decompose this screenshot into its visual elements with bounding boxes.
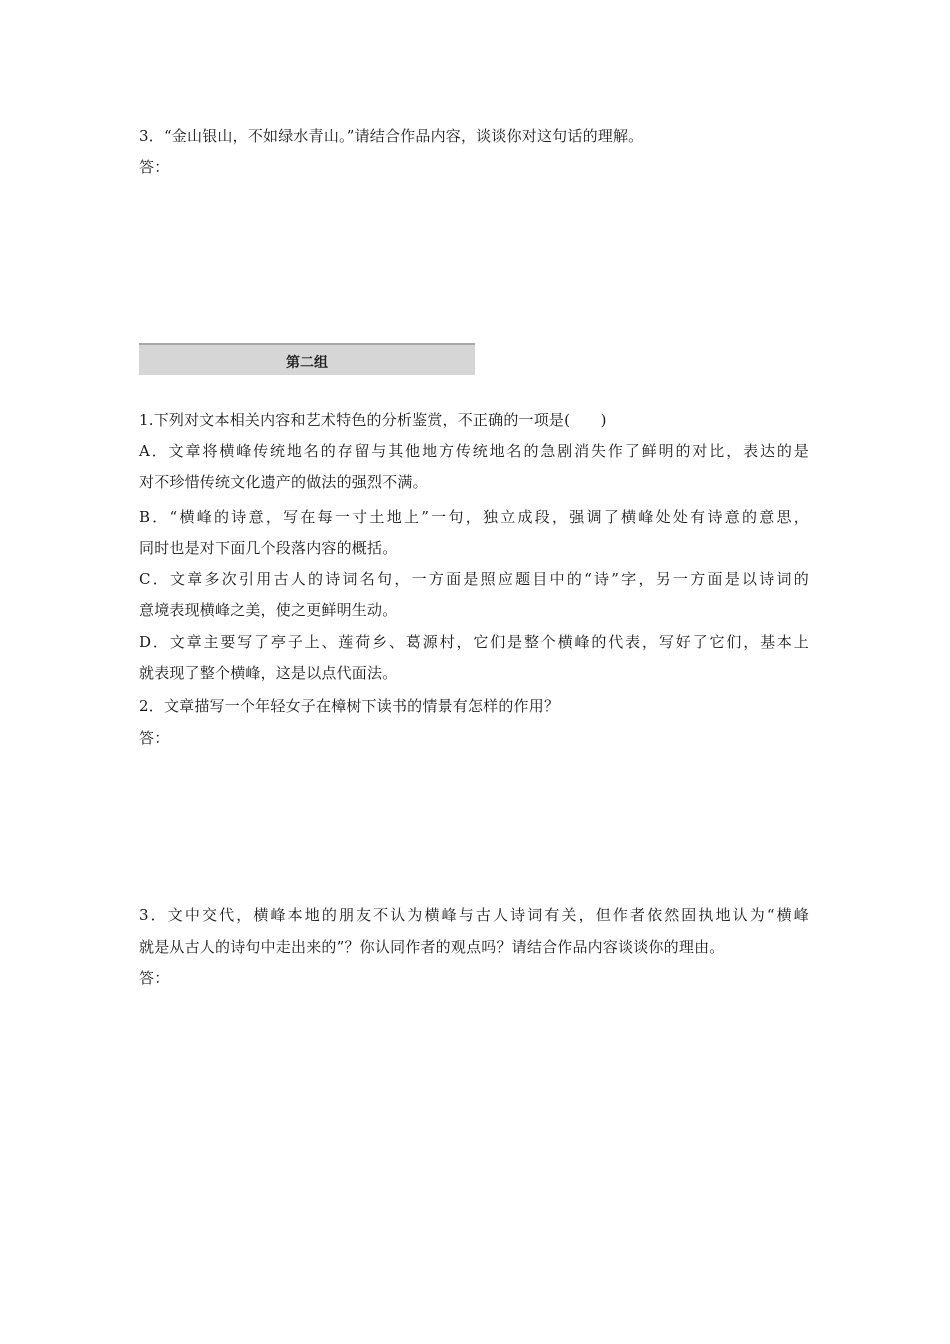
option-c-line-2: 意境表现横峰之美，使之更鲜明生动。 [139, 601, 398, 619]
option-d-line-1: D．文章主要写了亭子上、莲荷乡、葛源村，它们是整个横峰的代表，写好了它们，基本上 [139, 633, 809, 651]
question-3-answer-label-2: 答： [139, 969, 170, 987]
option-a-line-2: 对不珍惜传统文化遗产的做法的强烈不满。 [139, 473, 428, 491]
option-b-line-1: B．“横峰的诗意，写在每一寸土地上”一句，独立成段，强调了横峰处处有诗意的意思， [139, 508, 809, 526]
question-3-line-2: 就是从古人的诗句中走出来的”？你认同作者的观点吗？请结合作品内容谈谈你的理由。 [139, 938, 725, 956]
question-2-answer-label: 答： [139, 729, 170, 747]
question-1-prompt: 1.下列对文本相关内容和艺术特色的分析鉴赏，不正确的一项是( ) [139, 411, 607, 429]
option-a-line-1: A．文章将横峰传统地名的存留与其他地方传统地名的急剧消失作了鲜明的对比，表达的是 [139, 442, 809, 460]
question-3-answer-label: 答： [139, 158, 170, 176]
option-c-line-1: C．文章多次引用古人的诗词名句，一方面是照应题目中的“诗”字，另一方面是以诗词的 [139, 570, 809, 588]
section-title: 第二组 [286, 355, 328, 371]
option-b-line-2: 同时也是对下面几个段落内容的概括。 [139, 539, 398, 557]
question-2-prompt: 2．文章描写一个年轻女子在樟树下读书的情景有怎样的作用？ [139, 697, 560, 715]
option-d-line-2: 就表现了整个横峰，这是以点代面法。 [139, 664, 398, 682]
question-3-line-1: 3．文中交代，横峰本地的朋友不认为横峰与古人诗词有关，但作者依然固执地认为“横峰 [139, 906, 809, 924]
question-3-prompt: 3．“金山银山，不如绿水青山。”请结合作品内容，谈谈你对这句话的理解。 [139, 127, 644, 145]
section-header-band [139, 343, 475, 375]
